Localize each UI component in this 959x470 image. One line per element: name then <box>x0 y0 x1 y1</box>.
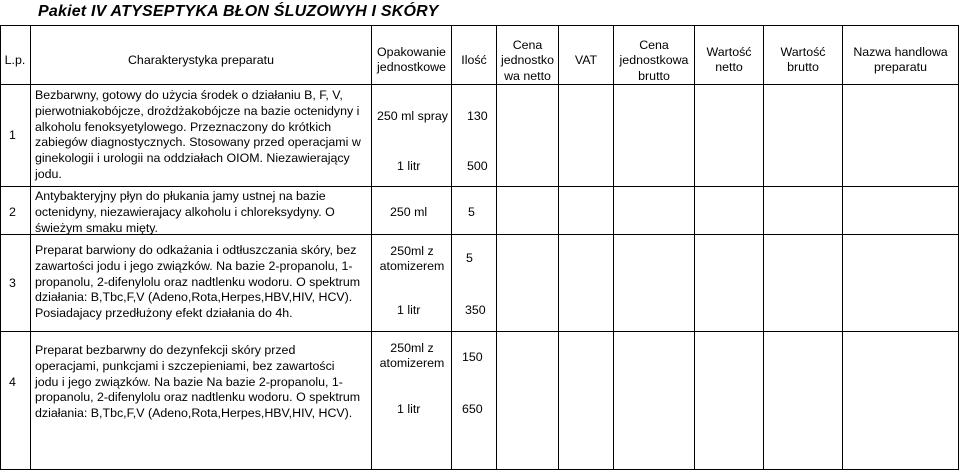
header-unit-gross-line: brutto <box>638 68 670 83</box>
column-divider <box>763 25 764 470</box>
header-unit-gross-line: jednostkowa <box>619 53 689 68</box>
description-line: operacjami, punkcjami i szczepieniami, bez zawartości <box>35 358 335 373</box>
description-line: zawartości jodu i jego związków. Na bazie 2-propanolu, 1- <box>35 258 353 273</box>
column-divider <box>694 25 695 470</box>
description-line: Preparat barwiony do odkażania i odtłuszczania skóry, bez <box>35 243 357 257</box>
description-line: pierwotniakobójcze, drożdżakobójcze na bazie octenidyny i <box>35 103 360 118</box>
description-line: ginekologii i urologii na oddziałach OIOM. Niezawierający <box>35 151 350 166</box>
column-divider <box>371 25 372 470</box>
quantity-cell: 350 <box>465 303 486 317</box>
description-line: propanolu, 2-difenylolu oraz nadtlenku wodoru. O spektrum <box>35 390 361 405</box>
row-divider <box>0 186 959 187</box>
description-line: alkoholu fenoksyetylowego. Przeznaczony do krótkich <box>35 119 332 134</box>
description-line: octenidyny, niezawierajacy alkoholu i chloreksydyny. O <box>35 204 335 219</box>
description-line: Antybakteryjny płyn do płukania jamy ustnej na bazie <box>35 189 326 203</box>
description-line: propanolu, 2-difenylolu oraz nadtlenku wodoru. O spektrum <box>35 274 361 289</box>
quantity-cell: 150 <box>462 350 483 364</box>
header-value-net-line: Wartość <box>706 45 752 59</box>
header-value-net <box>695 45 763 76</box>
table-border-top <box>0 25 959 26</box>
column-divider <box>30 25 31 470</box>
row-description <box>35 88 361 183</box>
header-trade-name <box>843 45 958 76</box>
packaging-cell: 1 litr <box>397 402 421 416</box>
description-line: jodu i jego związków. Na bazie Na bazie 2-propanolu, 1- <box>35 374 343 389</box>
packaging-cell: 1 litr <box>397 303 421 317</box>
header-divider <box>0 84 959 85</box>
description-line: zabiegów diagnostycznych. Stosowany przed operacjami w <box>35 135 361 150</box>
row-number: 1 <box>9 128 16 142</box>
header-value-gross-line: brutto <box>787 60 819 75</box>
header-packaging-line: Opakowanie <box>377 45 446 59</box>
quantity-cell: 5 <box>466 251 473 265</box>
header-trade-name-line: preparatu <box>873 60 928 75</box>
packaging-line: 250ml z <box>390 341 434 355</box>
header-quantity: Ilość <box>461 53 487 67</box>
column-divider <box>496 25 497 470</box>
header-packaging-line: jednostkowe <box>377 60 446 75</box>
packaging-line: 250ml z <box>390 244 434 258</box>
page-title: Pakiet IV ATYSEPTYKA BŁON ŚLUZOWYH I SKÓRY <box>38 3 439 20</box>
header-lp: L.p. <box>4 53 26 67</box>
column-divider <box>0 25 1 470</box>
header-unit-net-line: Cena <box>512 38 543 52</box>
header-unit-gross-line: Cena <box>639 38 669 52</box>
quantity-cell: 5 <box>468 205 475 219</box>
quantity-cell: 500 <box>467 159 488 173</box>
column-divider <box>558 25 559 470</box>
header-characteristics: Charakterystyka preparatu <box>127 53 274 67</box>
column-divider <box>842 25 843 470</box>
description-line: Posiadajacy przedłużony efekt działania do 4h. <box>35 306 293 321</box>
packaging-cell: 250 ml <box>390 205 428 219</box>
header-unit-net <box>497 38 558 84</box>
row-divider <box>0 331 959 332</box>
header-unit-net-line: jednostko <box>500 53 555 68</box>
header-value-gross <box>764 45 842 76</box>
row-description <box>35 243 360 322</box>
header-trade-name-line: Nazwa handlowa <box>853 45 948 59</box>
row-description <box>35 189 335 236</box>
packaging-line: atomizerem <box>379 259 445 273</box>
quantity-cell: 650 <box>462 402 483 416</box>
column-divider <box>613 25 614 470</box>
description-line: świeżym smaku mięty. <box>35 220 159 235</box>
header-unit-net-line: wa netto <box>504 68 551 83</box>
header-value-net-line: netto <box>715 60 743 75</box>
description-line: Preparat bezbarwny do dezynfekcji skóry przed <box>35 343 296 357</box>
header-vat: VAT <box>574 53 598 67</box>
row-description <box>35 343 360 422</box>
packaging-cell <box>379 341 445 371</box>
packaging-cell: 1 litr <box>397 159 421 173</box>
row-number: 4 <box>9 375 16 389</box>
description-line: działania: B,Tbc,F,V (Adeno,Rota,Herpes,HBV,HIV, HCV). <box>35 406 353 421</box>
column-divider <box>451 25 452 470</box>
header-unit-gross <box>614 38 694 84</box>
header-value-gross-line: Wartość <box>780 45 826 59</box>
description-line: jodu. <box>35 166 62 181</box>
description-line: Bezbarwny, gotowy do użycia środek o działaniu B, F, V, <box>35 88 343 102</box>
header-packaging <box>372 45 451 76</box>
quantity-cell: 130 <box>467 109 488 123</box>
row-number: 2 <box>9 205 16 219</box>
description-line: działania: B,Tbc,F,V (Adeno,Rota,Herpes,HBV,HIV, HCV). <box>35 290 353 305</box>
row-number: 3 <box>9 276 16 290</box>
packaging-cell <box>379 244 445 274</box>
packaging-line: atomizerem <box>379 356 445 370</box>
packaging-cell: 250 ml spray <box>377 109 448 123</box>
